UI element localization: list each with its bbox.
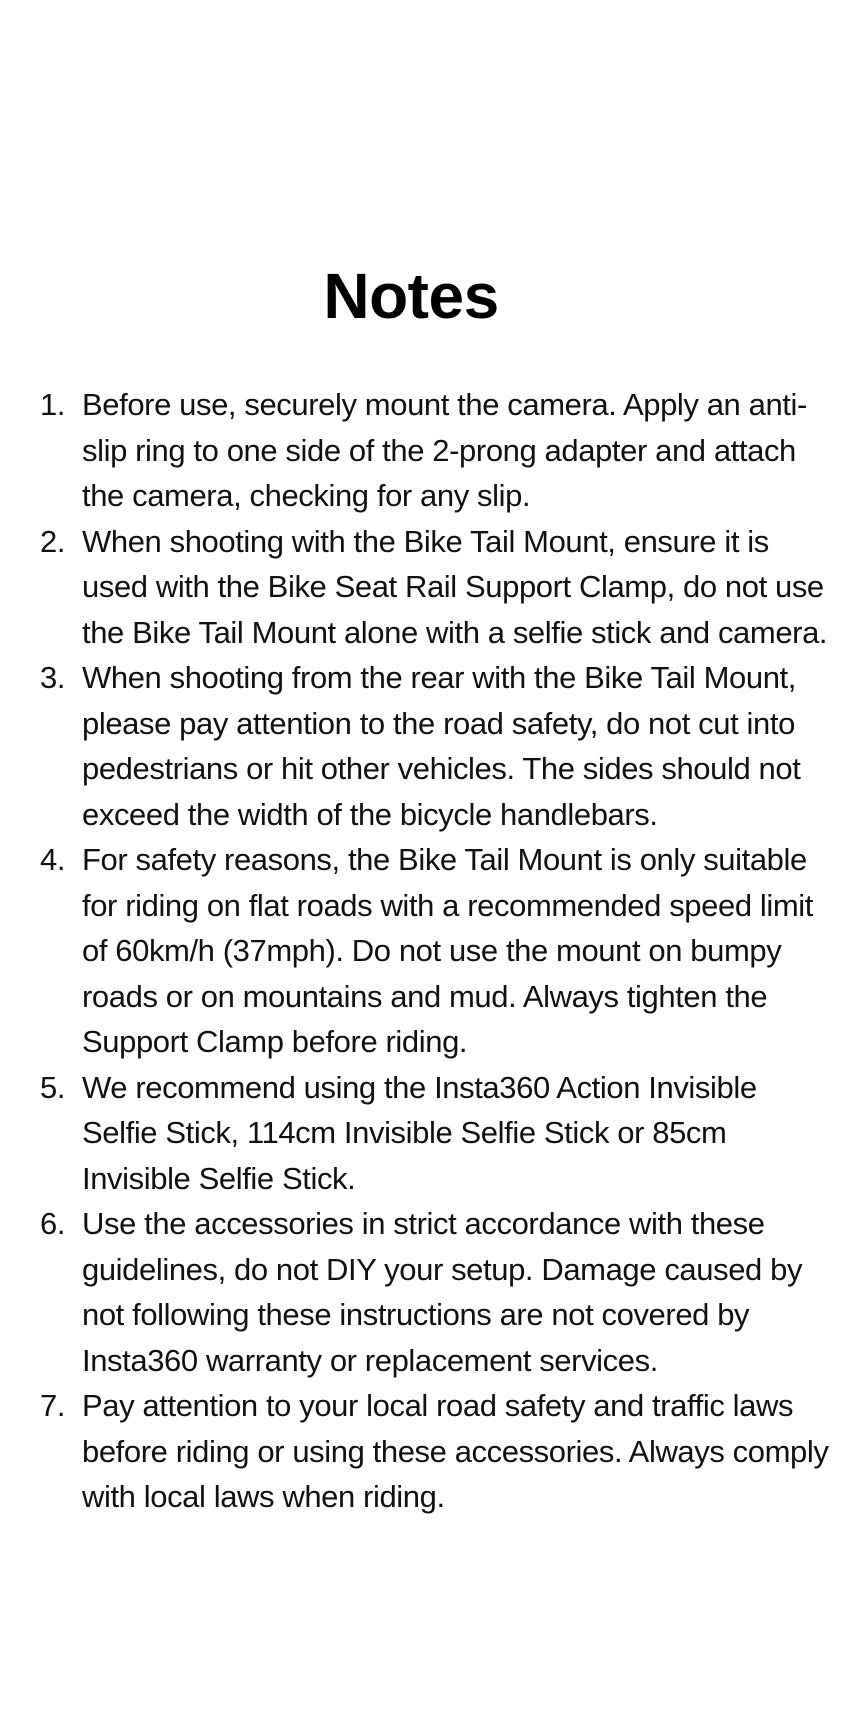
note-item-2 [0,519,860,656]
note-item-5 [0,1065,860,1202]
note-item-6 [0,1201,860,1383]
note-text: Use the accessories in strict accordance with these guidelines, do not DIY your setup. Damage caused by not following these instructions are not covered by Insta360 warranty or replacement services. [82,1206,803,1378]
notes-list [0,382,860,1520]
note-item-3 [0,655,860,837]
note-number: 4. [40,842,66,877]
note-text: When shooting from the rear with the Bike Tail Mount, please pay attention to the road safety, do not cut into pedestrians or hit other vehicles. The sides should not exceed the width of the bicycle handlebars. [82,660,801,832]
note-number: 2. [40,523,66,559]
note-number: 7. [40,1388,66,1423]
note-text: Before use, securely mount the camera. Apply an anti-slip ring to one side of the 2-prong adapter and attach the camera, checking for any slip. [82,387,807,513]
note-number: 3. [40,660,66,695]
page-title: Notes [323,260,499,332]
note-item-7 [0,1383,860,1520]
note-text: Pay attention to your local road safety and traffic laws before riding or using these accessories. Always comply with local laws when riding. [82,1388,829,1514]
note-text: We recommend using the Insta360 Action Invisible Selfie Stick, 114cm Invisible Selfie Stick or 85cm Invisible Selfie Stick. [82,1069,757,1196]
note-item-4 [0,837,860,1065]
note-item-1 [0,382,860,519]
note-number: 5. [40,1069,66,1105]
note-text: For safety reasons, the Bike Tail Mount is only suitable for riding on flat roads with a recommended speed limit of 60km/h (37mph). Do not use the mount on bumpy roads or on mountains and mud. Always tighten the Support Clamp before riding. [82,842,813,1059]
note-number: 6. [40,1206,66,1241]
note-text: When shooting with the Bike Tail Mount, ensure it is used with the Bike Seat Rail Support Clamp, do not use the Bike Tail Mount alone with a selfie stick and camera. [82,523,828,650]
note-number: 1. [40,387,66,422]
